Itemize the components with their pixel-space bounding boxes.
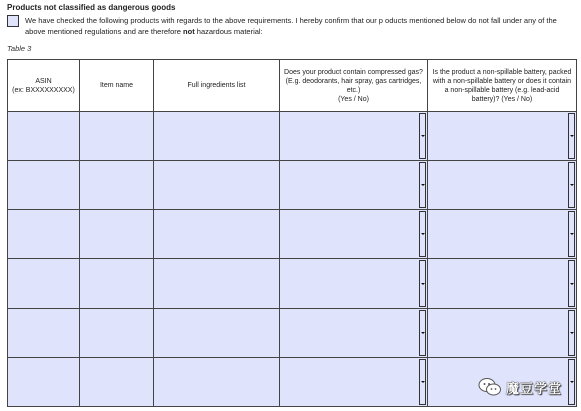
dropdown-button[interactable]	[419, 211, 426, 257]
item-name-field[interactable]	[80, 210, 154, 259]
chevron-down-icon	[421, 332, 425, 334]
ingredients-field[interactable]	[154, 308, 280, 357]
chevron-down-icon	[570, 184, 574, 186]
dropdown-button[interactable]	[568, 162, 575, 208]
table-body	[8, 112, 577, 407]
ingredients-field[interactable]	[154, 259, 280, 308]
wechat-icon	[478, 376, 502, 398]
battery-select[interactable]	[428, 161, 577, 210]
ingredients-field[interactable]	[154, 210, 280, 259]
battery-select[interactable]	[428, 259, 577, 308]
chevron-down-icon	[421, 381, 425, 383]
compressed-gas-select[interactable]	[280, 161, 428, 210]
declaration-part2: hazardous material:	[194, 26, 263, 36]
header-battery: Is the product a non-spillable battery, packed with a non-spillable battery or does it contain a non-spillable battery (e.g. lead-acid battery)? (Yes / No)	[428, 60, 577, 112]
compressed-gas-select[interactable]	[280, 259, 428, 308]
chevron-down-icon	[570, 135, 574, 137]
chevron-down-icon	[421, 233, 425, 235]
item-name-field[interactable]	[80, 161, 154, 210]
header-asin: ASIN (ex: BXXXXXXXXX)	[8, 60, 80, 112]
products-table	[7, 59, 577, 407]
dropdown-button[interactable]	[568, 260, 575, 306]
dropdown-button[interactable]	[419, 260, 426, 306]
item-name-field[interactable]	[80, 308, 154, 357]
table-row	[8, 161, 577, 210]
battery-select[interactable]	[428, 308, 577, 357]
table-row	[8, 112, 577, 161]
table-row	[8, 308, 577, 357]
dropdown-button[interactable]	[568, 310, 575, 356]
ingredients-field[interactable]	[154, 161, 280, 210]
compressed-gas-select[interactable]	[280, 357, 428, 406]
chevron-down-icon	[421, 184, 425, 186]
dropdown-button[interactable]	[419, 113, 426, 159]
table-row	[8, 210, 577, 259]
header-item-name: Item name	[80, 60, 154, 112]
item-name-field[interactable]	[80, 259, 154, 308]
header-ingredients: Full ingredients list	[154, 60, 280, 112]
dropdown-button[interactable]	[419, 359, 426, 405]
compressed-gas-select[interactable]	[280, 308, 428, 357]
section-title: Products not classified as dangerous goods	[7, 3, 176, 12]
ingredients-field[interactable]	[154, 112, 280, 161]
confirm-checkbox[interactable]	[7, 15, 19, 27]
table-row	[8, 259, 577, 308]
asin-field[interactable]	[8, 357, 80, 406]
chevron-down-icon	[570, 332, 574, 334]
chevron-down-icon	[570, 283, 574, 285]
asin-field[interactable]	[8, 308, 80, 357]
compressed-gas-select[interactable]	[280, 112, 428, 161]
declaration-bold: not	[183, 26, 195, 36]
table-header-row	[8, 60, 577, 112]
table-label: Table 3	[7, 44, 32, 53]
dropdown-button[interactable]	[419, 162, 426, 208]
item-name-field[interactable]	[80, 112, 154, 161]
declaration-text	[25, 16, 565, 37]
asin-field[interactable]	[8, 112, 80, 161]
compressed-gas-select[interactable]	[280, 210, 428, 259]
watermark	[478, 374, 578, 400]
chevron-down-icon	[570, 233, 574, 235]
header-compressed-gas: Does your product contain compressed gas? (E.g. deodorants, hair spray, gas cartridges, etc.) (Yes / No)	[280, 60, 428, 112]
chevron-down-icon	[421, 135, 425, 137]
watermark-text: 魔豆学堂	[506, 381, 563, 397]
battery-select[interactable]	[428, 210, 577, 259]
declaration-part1: We have checked the following products with regards to the above requirements. I hereby confirm that our p oducts mentioned below do not fall under any of the above mentioned regulations and are therefore	[25, 16, 557, 36]
dropdown-button[interactable]	[568, 211, 575, 257]
dropdown-button[interactable]	[419, 310, 426, 356]
asin-field[interactable]	[8, 210, 80, 259]
battery-select[interactable]	[428, 112, 577, 161]
item-name-field[interactable]	[80, 357, 154, 406]
dropdown-button[interactable]	[568, 113, 575, 159]
asin-field[interactable]	[8, 259, 80, 308]
ingredients-field[interactable]	[154, 357, 280, 406]
asin-field[interactable]	[8, 161, 80, 210]
chevron-down-icon	[421, 283, 425, 285]
